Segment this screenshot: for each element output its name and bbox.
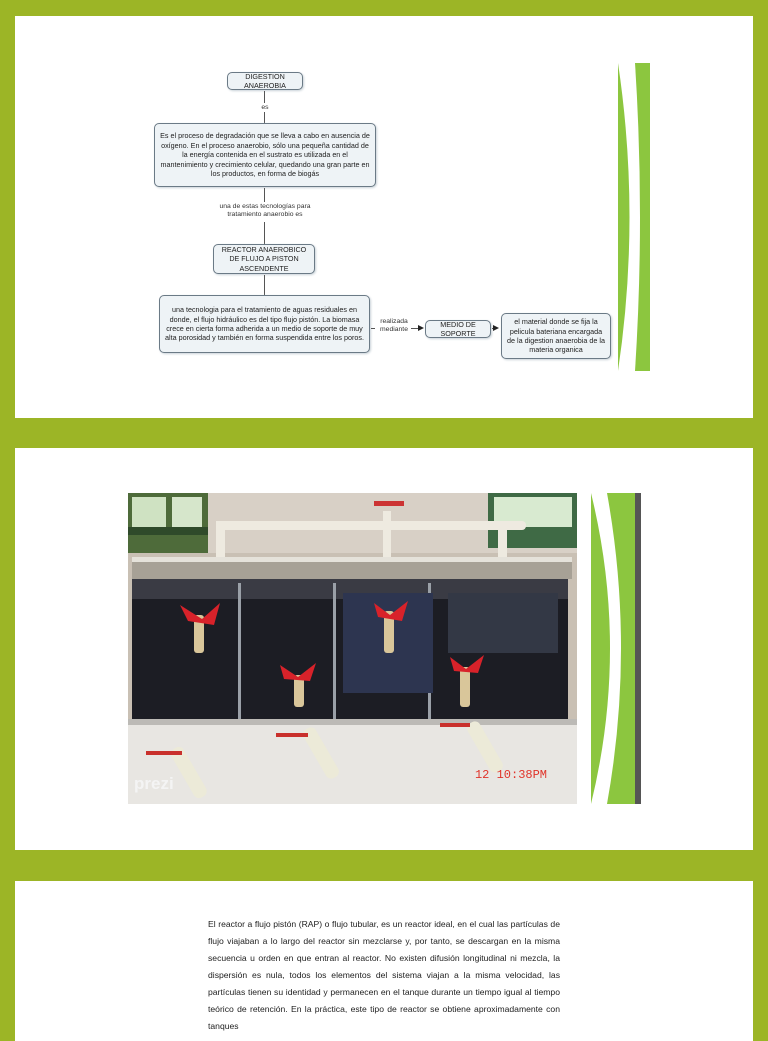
reactor-description-box: [159, 295, 370, 353]
medio-description-text: el material donde se fija la pelicula bateriana encargada de la digestion anaerobia de la materia organica: [507, 317, 605, 355]
decorative-green-curve: [605, 63, 650, 371]
connector-line: [264, 188, 265, 202]
connector-line: [264, 275, 265, 295]
slide-reactor-photo: [15, 448, 753, 850]
reactor-illustration: [128, 493, 577, 804]
decorative-green-curve: [571, 493, 641, 804]
reactor-description-text: una tecnologia para el tratamiento de aguas residuales en donde, el flujo hidráulico es del tipo flujo pistón. La biomasa crece en cierta forma adherida a un medio de soporte de muy alta porosidad y también en forma suspendida entre los poros.: [165, 305, 364, 343]
definition-box: [154, 123, 376, 187]
arrow-right-icon: [493, 325, 499, 331]
reactor-box: [213, 244, 315, 274]
arrow-right-icon: [418, 325, 424, 331]
photo-datestamp: 12 10:38PM: [474, 768, 547, 782]
body-paragraph: El reactor a flujo pistón (RAP) o flujo tubular, es un reactor ideal, en el cual las partículas de flujo viajaban a lo largo del reactor sin mezclarse y, por tanto, se descargan en la misma secuencia u orden en que entran al reactor. No existen difusión longitudinal ni mezcla, la dispersión es nula, todos los elementos del sistema viajan a la misma velocidad, las partículas tienen su identidad y permanecen en el tanque durante un tiempo igual al tiempo teórico de retención. En la práctica, este tipo de reactor se obtiene aproximadamente con tanques: [208, 919, 560, 1031]
medio-soporte-text: MEDIO DE SOPORTE: [440, 319, 476, 338]
slide-concept-map: [15, 16, 753, 418]
definition-text: Es el proceso de degradación que se lleva a cabo en ausencia de oxígeno. En el proceso anaerobio, sólo una pequeña cantidad de la energía contenida en el sustrato es utilizada en el mantenimiento y crecimiento celular, quedando una gran parte en los productos, en forma de biogás: [160, 131, 370, 179]
connector-line: [264, 91, 265, 103]
prezi-watermark: prezi: [134, 774, 174, 793]
medio-description-box: [501, 313, 611, 359]
link-label-technology: una de estas tecnologías para tratamiento anaerobio es: [219, 203, 311, 219]
medio-soporte-box: [425, 320, 491, 338]
connector-line: [264, 222, 265, 244]
slide-text: [15, 881, 753, 1041]
link-label-es: es: [261, 104, 269, 111]
title-box-digestion: [227, 72, 303, 90]
connector-line: [371, 328, 375, 329]
connector-line: [264, 112, 265, 123]
reactor-box-text: REACTOR ANAEROBICO DE FLUJO A PISTON ASCENDENTE: [221, 244, 307, 273]
link-label-realizada: realizada mediante: [380, 318, 408, 334]
title-box-text: DIGESTION ANAEROBIA: [244, 71, 286, 90]
reactor-photo: [128, 493, 577, 804]
